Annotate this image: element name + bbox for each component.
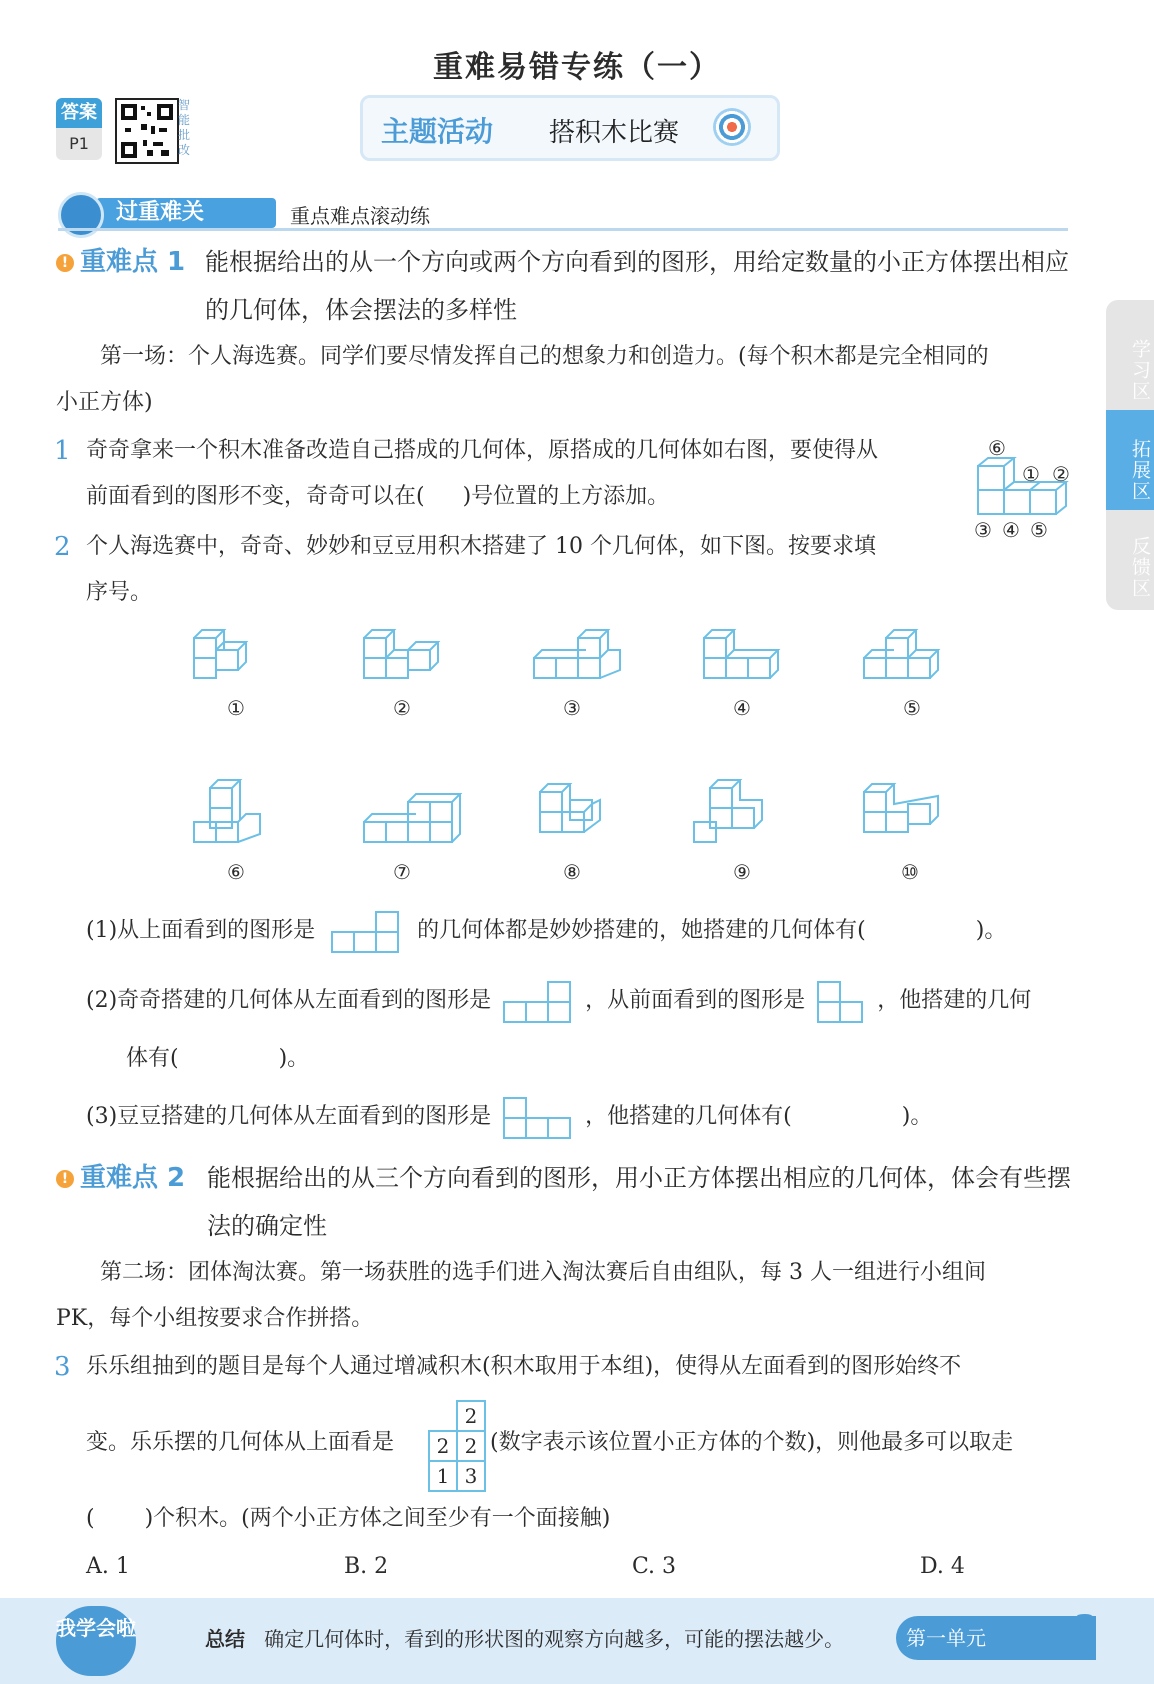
- q1-label-6: ⑥: [988, 436, 1006, 460]
- q3-top-view-grid: [428, 1400, 486, 1492]
- q2-sub2-cont: [126, 1036, 309, 1082]
- q2-sub2-b: ，从前面看到的图形是: [585, 988, 806, 1013]
- tab-feedback[interactable]: 反馈区: [1106, 510, 1154, 610]
- q2-sub1-c: )。: [975, 918, 1007, 943]
- shape-label-4: ④: [733, 696, 751, 720]
- tab-study[interactable]: 学习区: [1106, 300, 1154, 410]
- answer-label: 答案: [56, 98, 102, 128]
- q1-label-2: ②: [1052, 462, 1070, 486]
- q3-line2b: (数字表示该位置小正方体的个数)，则他最多可以取走: [490, 1430, 1014, 1455]
- q2-sub1-a: (1)从上面看到的图形是: [86, 918, 316, 943]
- answer-badge[interactable]: [56, 98, 102, 160]
- bulb-icon: !: [56, 254, 74, 272]
- section-header: [58, 198, 1078, 228]
- shape-7: [364, 794, 460, 842]
- q3-line3: [86, 1496, 610, 1542]
- key-point-2-line2: 法的确定性: [207, 1212, 327, 1240]
- shape-label-3: ③: [563, 696, 581, 720]
- footer-summary: [205, 1623, 844, 1652]
- theme-label: 主题活动: [381, 115, 494, 148]
- shape-6: [194, 780, 260, 842]
- grid-cell: 2: [457, 1401, 485, 1431]
- mascot-icon: [58, 192, 104, 238]
- key-point-1: [56, 238, 185, 286]
- q1-label-4: ④: [1002, 518, 1020, 542]
- shape-2: [364, 630, 438, 678]
- key-point-2-line1: 能根据给出的从三个方向看到的图形，用小正方体摆出相应的几何体，体会有些摆: [207, 1164, 1071, 1192]
- q2-sub3-b: ，他搭建的几何体有(: [585, 1104, 792, 1129]
- grid-cell: [429, 1401, 457, 1431]
- qr-side-text: 智能批改: [178, 98, 191, 157]
- q3-line3-a: (: [86, 1506, 95, 1531]
- target-icon: [713, 108, 751, 146]
- q2-sub2-front-view-icon: [816, 978, 866, 1024]
- shape-label-8: ⑧: [563, 860, 581, 884]
- shape-label-2: ②: [393, 696, 411, 720]
- intro-2-line1: 第二场：团体淘汰赛。第一场获胜的选手们进入淘汰赛后自由组队，每 3 人一组进行小组间: [100, 1260, 986, 1285]
- grid-cell: 2: [429, 1431, 457, 1461]
- q2-sub3-left-view-icon: [502, 1094, 574, 1140]
- q1-label-5: ⑤: [1030, 518, 1048, 542]
- q2-sub2-c: ，他搭建的几何: [877, 988, 1032, 1013]
- grid-cell: 2: [457, 1431, 485, 1461]
- q2-shapes-row1: [180, 620, 980, 700]
- key-point-1-line2: 的几何体，体会摆法的多样性: [205, 296, 517, 324]
- shape-1: [194, 630, 246, 678]
- q1-line2-a: 前面看到的图形不变，奇奇可以在(: [86, 484, 425, 509]
- q2-sub2: [86, 978, 1031, 1024]
- q2-sub1-view-icon: [330, 908, 402, 954]
- qr-code-icon[interactable]: [115, 98, 179, 164]
- shape-4: [704, 630, 778, 678]
- shape-label-7: ⑦: [393, 860, 411, 884]
- theme-banner: [360, 95, 780, 161]
- q3-option-b[interactable]: B. 2: [344, 1554, 389, 1579]
- footer: [0, 1598, 1154, 1684]
- q2-shapes-row2: [180, 770, 980, 860]
- q3-number: 3: [54, 1352, 71, 1382]
- q1-line2-b: )号位置的上方添加。: [462, 484, 670, 509]
- q3-option-a[interactable]: A. 1: [86, 1554, 130, 1579]
- key-point-1-line1: 能根据给出的从一个方向或两个方向看到的图形，用给定数量的小正方体摆出相应: [205, 248, 1069, 276]
- q2-line1: 个人海选赛中，奇奇、妙妙和豆豆用积木搭建了 10 个几何体，如下图。按要求填: [86, 534, 876, 559]
- tab-extend[interactable]: 拓展区: [1106, 410, 1154, 510]
- key-point-1-tag: 重难点 1: [80, 247, 186, 277]
- intro-1-line2: 小正方体): [56, 390, 153, 415]
- grid-cell: 1: [429, 1461, 457, 1491]
- footer-summary-label: 总结: [205, 1627, 245, 1651]
- page-number: 3: [1074, 1608, 1098, 1648]
- section-divider: [58, 228, 1068, 231]
- q2-number: 2: [54, 532, 71, 562]
- q2-sub2-e: )。: [278, 1046, 310, 1071]
- shape-8: [540, 784, 600, 832]
- shape-5: [864, 630, 938, 678]
- theme-name: 搭积木比赛: [549, 118, 680, 148]
- shape-label-10: ⑩: [901, 860, 919, 884]
- q2-sub1: [86, 908, 1006, 954]
- q3-option-d[interactable]: D. 4: [920, 1554, 965, 1579]
- answer-page: P1: [56, 128, 102, 160]
- q2-sub3-a: (3)豆豆搭建的几何体从左面看到的图形是: [86, 1104, 492, 1129]
- shape-label-5: ⑤: [903, 696, 921, 720]
- shape-3: [534, 630, 620, 678]
- shape-label-1: ①: [227, 696, 245, 720]
- q2-sub1-b: 的几何体都是妙妙搭建的，她搭建的几何体有(: [417, 918, 866, 943]
- intro-2-line2: PK，每个小组按要求合作拼搭。: [56, 1306, 374, 1331]
- q2-sub3: [86, 1094, 932, 1140]
- q3-option-c[interactable]: C. 3: [632, 1554, 677, 1579]
- section-label: 过重难关: [96, 198, 276, 228]
- footer-unit: 第一单元: [896, 1616, 1096, 1660]
- q1-number: 1: [54, 436, 71, 466]
- footer-summary-text: 确定几何体时，看到的形状图的观察方向越多，可能的摆法越少。: [264, 1627, 845, 1651]
- q3-line1: 乐乐组抽到的题目是每个人通过增减积木(积木取用于本组)，使得从左面看到的图形始终不: [86, 1354, 962, 1379]
- q2-line2: 序号。: [86, 580, 153, 605]
- q2-sub2-d: 体有(: [126, 1046, 179, 1071]
- section-subtitle: 重点难点滚动练: [290, 204, 430, 228]
- q2-sub2-left-view-icon: [502, 978, 574, 1024]
- page-title: 重难易错专练（一）: [433, 50, 721, 85]
- bulb-icon: !: [56, 1170, 74, 1188]
- q2-sub2-a: (2)奇奇搭建的几何体从左面看到的图形是: [86, 988, 492, 1013]
- shape-10: [864, 784, 938, 832]
- grid-cell: 3: [457, 1461, 485, 1491]
- key-point-2-tag: 重难点 2: [80, 1163, 186, 1193]
- q1-label-3: ③: [974, 518, 992, 542]
- q1-label-1: ①: [1022, 462, 1040, 486]
- shape-label-9: ⑨: [733, 860, 751, 884]
- q3-line3-b: )个积木。(两个小正方体之间至少有一个面接触): [144, 1506, 611, 1531]
- q1-line1: 奇奇拿来一个积木准备改造自己搭成的几何体，原搭成的几何体如右图，要使得从: [86, 438, 879, 463]
- footer-bubble: 我学会啦: [56, 1606, 136, 1676]
- shape-label-6: ⑥: [227, 860, 245, 884]
- shape-9: [694, 780, 762, 842]
- q3-line2a: 变。乐乐摆的几何体从上面看是: [86, 1430, 395, 1455]
- q2-sub3-c: )。: [901, 1104, 933, 1129]
- q1-line2: [86, 474, 669, 520]
- key-point-2: [56, 1154, 185, 1202]
- intro-1-line1: 第一场：个人海选赛。同学们要尽情发挥自己的想象力和创造力。(每个积木都是完全相同的: [100, 344, 989, 369]
